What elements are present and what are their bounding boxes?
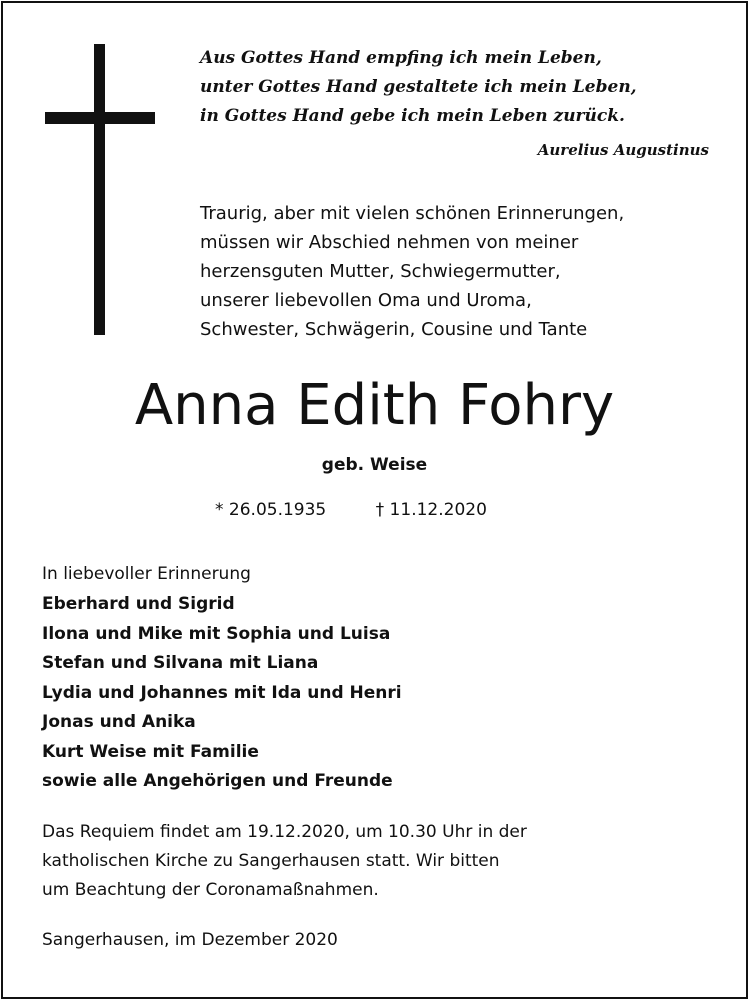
cross-horizontal-bar <box>45 112 155 124</box>
memory-label: In liebevoller Erinnerung <box>42 564 251 584</box>
intro-line: unserer liebevollen Oma und Uroma, <box>200 290 532 311</box>
requiem-info <box>42 818 722 905</box>
list-item: Eberhard und Sigrid <box>42 594 235 614</box>
place-date: Sangerhausen, im Dezember 2020 <box>42 930 338 950</box>
birth-date: * 26.05.1935 <box>215 500 327 520</box>
list-item: Kurt Weise mit Familie <box>42 741 259 762</box>
list-item: Stefan und Silvana mit Liana <box>42 653 319 673</box>
life-dates <box>215 496 487 524</box>
quote-line: unter Gottes Hand gestaltete ich mein Leben, <box>200 77 637 97</box>
list-item: Lydia und Johannes mit Ida und Henri <box>42 682 402 703</box>
deceased-name: Anna Edith Fohry <box>134 373 615 438</box>
requiem-line: katholischen Kirche zu Sangerhausen statt. Wir bitten <box>42 851 500 871</box>
list-item: Jonas und Anika <box>42 712 196 732</box>
intro-line: Traurig, aber mit vielen schönen Erinnerungen, <box>200 203 625 224</box>
intro-line: müssen wir Abschied nehmen von meiner <box>200 232 579 253</box>
quote-author: Aurelius Augustinus <box>537 141 709 159</box>
requiem-line: um Beachtung der Coronamaßnahmen. <box>42 880 379 900</box>
intro-line: Schwester, Schwägerin, Cousine und Tante <box>200 319 588 340</box>
list-item: sowie alle Angehörigen und Freunde <box>42 771 393 791</box>
cross-vertical-bar <box>94 44 105 335</box>
bible-quote <box>200 44 700 131</box>
quote-line: in Gottes Hand gebe ich mein Leben zurück. <box>200 106 625 126</box>
intro-line: herzensguten Mutter, Schwiegermutter, <box>200 261 561 282</box>
list-item: Ilona und Mike mit Sophia und Luisa <box>42 623 391 644</box>
death-date: † 11.12.2020 <box>375 500 487 520</box>
intro-text <box>200 199 720 344</box>
requiem-line: Das Requiem findet am 19.12.2020, um 10.30 Uhr in der <box>42 822 527 842</box>
mourners-list <box>42 590 402 797</box>
maiden-name: geb. Weise <box>321 455 428 475</box>
quote-line: Aus Gottes Hand empfing ich mein Leben, <box>200 48 602 68</box>
